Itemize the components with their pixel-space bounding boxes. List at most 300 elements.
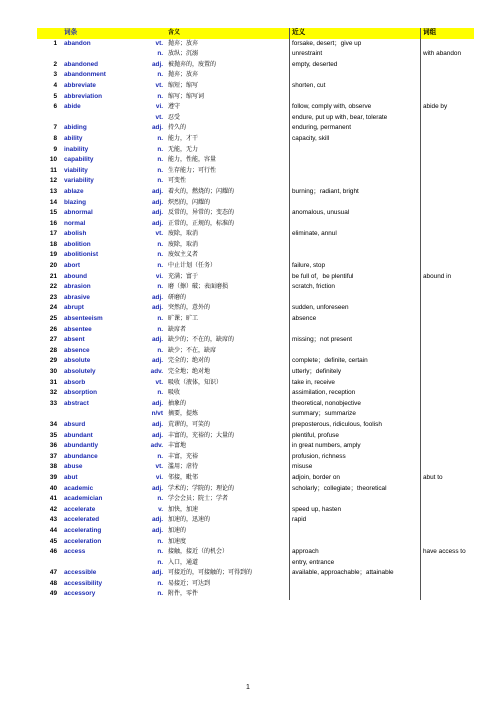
row-pos: n. bbox=[157, 50, 163, 58]
row-word: abstract bbox=[64, 399, 89, 407]
row-phrase bbox=[421, 346, 475, 357]
row-pos: adj. bbox=[151, 526, 163, 534]
row-number bbox=[37, 49, 62, 60]
row-synonym: take in, receive bbox=[290, 378, 421, 389]
row-meaning: 能力，才干 bbox=[166, 134, 290, 145]
table-row bbox=[37, 568, 474, 579]
row-synonym bbox=[290, 219, 421, 230]
row-number: 12 bbox=[49, 177, 57, 185]
table-row bbox=[37, 441, 474, 452]
row-synonym bbox=[290, 155, 421, 166]
row-word: absorb bbox=[64, 378, 86, 386]
row-meaning: 入口，通道 bbox=[166, 558, 290, 569]
table-row bbox=[37, 378, 474, 389]
row-phrase bbox=[421, 92, 475, 103]
row-pos: adj. bbox=[151, 484, 163, 492]
row-phrase bbox=[421, 388, 475, 399]
row-pos: n. bbox=[157, 92, 163, 100]
row-number bbox=[37, 558, 62, 569]
row-number: 13 bbox=[49, 187, 57, 195]
row-number: 23 bbox=[49, 293, 57, 301]
row-phrase bbox=[421, 219, 475, 230]
row-meaning: 缺少；不在，缺席 bbox=[166, 346, 290, 357]
table-row bbox=[37, 229, 474, 240]
table-row bbox=[37, 420, 474, 431]
row-number: 31 bbox=[49, 378, 57, 386]
row-meaning: 忍受 bbox=[166, 113, 290, 124]
table-row bbox=[37, 123, 474, 134]
row-number: 49 bbox=[49, 590, 57, 598]
row-synonym: forsake, desert；give up bbox=[290, 39, 421, 50]
row-meaning: 中止计划（任务） bbox=[166, 261, 290, 272]
table-row bbox=[37, 356, 474, 367]
row-meaning: 易接近；可达到 bbox=[166, 579, 290, 590]
row-pos: n. bbox=[157, 71, 163, 79]
row-meaning: 抛弃；放弃 bbox=[166, 39, 290, 50]
table-row bbox=[37, 113, 474, 124]
row-pos: n. bbox=[157, 579, 163, 587]
row-pos: adj. bbox=[151, 516, 163, 524]
table-row bbox=[37, 589, 474, 600]
row-synonym: capacity, skill bbox=[290, 134, 421, 145]
row-number: 37 bbox=[49, 452, 57, 460]
row-number: 15 bbox=[49, 209, 57, 217]
row-pos: adj. bbox=[151, 124, 163, 132]
row-word: academic bbox=[64, 484, 94, 492]
row-synonym: anomalous, unusual bbox=[290, 208, 421, 219]
row-synonym: profusion, richness bbox=[290, 452, 421, 463]
table-row bbox=[37, 409, 474, 420]
row-pos: adj. bbox=[151, 60, 163, 68]
row-meaning: 学术的；学院的；理论的 bbox=[166, 484, 290, 495]
row-pos: n. bbox=[157, 145, 163, 153]
vocabulary-table bbox=[37, 28, 474, 600]
row-meaning: 突然的，意外的 bbox=[166, 303, 290, 314]
row-word: absolutely bbox=[64, 368, 96, 375]
row-word: absolute bbox=[64, 357, 91, 365]
row-meaning: 缩短；缩写 bbox=[166, 81, 290, 92]
row-word: abort bbox=[64, 262, 80, 270]
row-word: abrasive bbox=[64, 293, 90, 301]
table-row bbox=[37, 70, 474, 81]
row-synonym: plentiful, profuse bbox=[290, 431, 421, 442]
row-pos: vi. bbox=[155, 272, 163, 280]
table-row bbox=[37, 547, 474, 558]
row-number bbox=[37, 409, 62, 420]
row-pos: v. bbox=[158, 505, 163, 513]
row-meaning: 磨（擦）破；表面磨损 bbox=[166, 282, 290, 293]
row-phrase bbox=[421, 198, 475, 209]
row-number: 20 bbox=[49, 262, 57, 270]
row-number: 39 bbox=[49, 473, 57, 481]
row-meaning: 加速的，迅速的 bbox=[166, 515, 290, 526]
row-phrase bbox=[421, 515, 475, 526]
row-meaning: 放纵；沉溺 bbox=[166, 49, 290, 60]
row-meaning: 完全的；绝对的 bbox=[166, 356, 290, 367]
row-phrase bbox=[421, 367, 475, 378]
table-row bbox=[37, 335, 474, 346]
row-synonym bbox=[290, 145, 421, 156]
header-phrase: 词组 bbox=[421, 28, 475, 39]
row-meaning: 滥用；虐待 bbox=[166, 462, 290, 473]
row-word: abound bbox=[64, 272, 88, 280]
row-pos: n/vt bbox=[151, 410, 163, 418]
row-phrase bbox=[421, 303, 475, 314]
row-phrase: abide by bbox=[423, 103, 448, 111]
row-synonym: summary；summarize bbox=[290, 409, 421, 420]
row-meaning: 可接近的，可接触的；可得到的 bbox=[166, 568, 290, 579]
row-meaning: 正常的，正规的，标准的 bbox=[166, 219, 290, 230]
row-meaning: 着火的，燃烧的；闪耀的 bbox=[166, 187, 290, 198]
row-pos: n. bbox=[157, 177, 163, 185]
row-pos: adj. bbox=[151, 569, 163, 577]
table-row bbox=[37, 282, 474, 293]
row-synonym: adjoin, border on bbox=[290, 473, 421, 484]
row-phrase bbox=[421, 441, 475, 452]
row-phrase bbox=[421, 229, 475, 240]
row-synonym: unrestraint bbox=[290, 49, 421, 60]
row-meaning: 反常的，异常的；变态的 bbox=[166, 208, 290, 219]
row-number: 36 bbox=[49, 442, 57, 450]
row-word: ability bbox=[64, 134, 83, 142]
row-phrase bbox=[421, 187, 475, 198]
row-synonym bbox=[290, 250, 421, 261]
table-row bbox=[37, 166, 474, 177]
row-meaning: 吸收（液体，知识） bbox=[166, 378, 290, 389]
table-row bbox=[37, 250, 474, 261]
row-pos: n. bbox=[157, 251, 163, 259]
row-pos: adj. bbox=[151, 209, 163, 217]
row-phrase bbox=[421, 462, 475, 473]
row-synonym bbox=[290, 293, 421, 304]
row-word: abandonment bbox=[64, 71, 106, 79]
row-number: 32 bbox=[49, 389, 57, 397]
row-pos: vt. bbox=[155, 113, 163, 121]
row-synonym bbox=[290, 176, 421, 187]
row-phrase bbox=[421, 208, 475, 219]
row-number: 41 bbox=[49, 495, 57, 503]
row-synonym bbox=[290, 240, 421, 251]
row-word bbox=[62, 113, 139, 124]
row-word: accelerated bbox=[64, 516, 100, 524]
row-synonym: assimilation, reception bbox=[290, 388, 421, 399]
row-pos: adj. bbox=[151, 219, 163, 227]
table-row bbox=[37, 198, 474, 209]
row-word: absenteeism bbox=[64, 315, 103, 323]
row-number: 1 bbox=[53, 39, 57, 47]
row-number: 17 bbox=[49, 230, 57, 238]
row-meaning: 可变性 bbox=[166, 176, 290, 187]
row-word: absorption bbox=[64, 389, 98, 397]
row-number: 2 bbox=[53, 60, 57, 68]
row-number: 45 bbox=[49, 537, 57, 545]
table-row bbox=[37, 155, 474, 166]
row-number: 7 bbox=[53, 124, 57, 132]
table-row bbox=[37, 303, 474, 314]
table-row bbox=[37, 515, 474, 526]
row-pos: n. bbox=[157, 495, 163, 503]
row-number: 33 bbox=[49, 399, 57, 407]
row-synonym: endure, put up with, bear, tolerate bbox=[290, 113, 421, 124]
row-meaning: 炽烈的，闪耀的 bbox=[166, 198, 290, 209]
row-number: 28 bbox=[49, 346, 57, 354]
row-pos: vi. bbox=[155, 103, 163, 111]
table-row bbox=[37, 484, 474, 495]
row-number: 25 bbox=[49, 315, 57, 323]
table-row bbox=[37, 537, 474, 548]
row-pos: n. bbox=[157, 590, 163, 598]
row-synonym: preposterous, ridiculous, foolish bbox=[290, 420, 421, 431]
row-pos: adv. bbox=[150, 442, 163, 450]
row-word: absence bbox=[64, 346, 90, 354]
row-phrase bbox=[421, 70, 475, 81]
row-phrase bbox=[421, 325, 475, 336]
row-number: 21 bbox=[49, 272, 57, 280]
table-row bbox=[37, 208, 474, 219]
row-synonym: complete；definite, certain bbox=[290, 356, 421, 367]
row-phrase bbox=[421, 356, 475, 367]
row-word: accessible bbox=[64, 569, 97, 577]
row-meaning: 生存能力；可行性 bbox=[166, 166, 290, 177]
row-pos: n. bbox=[157, 262, 163, 270]
row-phrase bbox=[421, 409, 475, 420]
row-synonym bbox=[290, 198, 421, 209]
row-word: abolition bbox=[64, 240, 91, 248]
row-meaning: 完全地；绝对地 bbox=[166, 367, 290, 378]
row-phrase bbox=[421, 589, 475, 600]
row-phrase bbox=[421, 60, 475, 71]
row-pos: adj. bbox=[151, 431, 163, 439]
row-word: inability bbox=[64, 145, 89, 153]
row-synonym bbox=[290, 526, 421, 537]
table-row bbox=[37, 102, 474, 113]
row-synonym bbox=[290, 70, 421, 81]
table-row bbox=[37, 526, 474, 537]
row-pos: n. bbox=[157, 240, 163, 248]
row-phrase bbox=[421, 526, 475, 537]
row-word bbox=[62, 49, 139, 60]
row-meaning: 荒谬的，可笑的 bbox=[166, 420, 290, 431]
row-word: abandoned bbox=[64, 60, 99, 68]
row-number: 26 bbox=[49, 325, 57, 333]
table-row bbox=[37, 473, 474, 484]
row-word: abiding bbox=[64, 124, 87, 132]
header-word: 词条 bbox=[62, 28, 139, 39]
row-number bbox=[37, 113, 62, 124]
row-phrase bbox=[421, 81, 475, 92]
row-phrase bbox=[421, 505, 475, 516]
row-meaning: 邻接，毗邻 bbox=[166, 473, 290, 484]
row-number: 9 bbox=[53, 145, 57, 153]
row-meaning: 无能，无力 bbox=[166, 145, 290, 156]
row-word: accessibility bbox=[64, 579, 103, 587]
row-word: variability bbox=[64, 177, 94, 185]
row-word: abandon bbox=[64, 39, 91, 47]
row-synonym bbox=[290, 494, 421, 505]
row-number: 35 bbox=[49, 431, 57, 439]
row-synonym: misuse bbox=[290, 462, 421, 473]
table-row bbox=[37, 579, 474, 590]
row-synonym bbox=[290, 325, 421, 336]
table-row bbox=[37, 49, 474, 60]
row-pos: adj. bbox=[151, 399, 163, 407]
row-synonym bbox=[290, 92, 421, 103]
row-phrase bbox=[421, 113, 475, 124]
row-synonym: scholarly；collegiate；theoretical bbox=[290, 484, 421, 495]
row-meaning: 研磨的 bbox=[166, 293, 290, 304]
row-number: 44 bbox=[49, 526, 57, 534]
row-meaning: 丰富的，充裕的；大量的 bbox=[166, 431, 290, 442]
row-meaning: 缺席者 bbox=[166, 325, 290, 336]
row-pos: n. bbox=[157, 283, 163, 291]
row-synonym: enduring, permanent bbox=[290, 123, 421, 134]
row-meaning: 学会会员；院士；学者 bbox=[166, 494, 290, 505]
table-row bbox=[37, 60, 474, 71]
row-pos: adj. bbox=[151, 198, 163, 206]
row-meaning: 抽象的 bbox=[166, 399, 290, 410]
table-row bbox=[37, 176, 474, 187]
table-row bbox=[37, 240, 474, 251]
row-phrase bbox=[421, 123, 475, 134]
table-row bbox=[37, 272, 474, 283]
row-number: 46 bbox=[49, 548, 57, 556]
page-number: 1 bbox=[246, 684, 250, 691]
row-phrase bbox=[421, 452, 475, 463]
row-number: 40 bbox=[49, 484, 57, 492]
row-pos: vi. bbox=[155, 473, 163, 481]
row-phrase bbox=[421, 579, 475, 590]
row-phrase bbox=[421, 176, 475, 187]
row-number: 34 bbox=[49, 420, 57, 428]
table-row bbox=[37, 462, 474, 473]
row-word: abundance bbox=[64, 452, 98, 460]
row-number: 43 bbox=[49, 516, 57, 524]
row-pos: adj. bbox=[151, 293, 163, 301]
row-word: access bbox=[64, 548, 86, 556]
row-synonym: absence bbox=[290, 314, 421, 325]
row-meaning: 旷课；旷工 bbox=[166, 314, 290, 325]
row-phrase bbox=[421, 134, 475, 145]
row-word: ablaze bbox=[64, 187, 84, 195]
row-pos: n. bbox=[157, 389, 163, 397]
row-number: 4 bbox=[53, 81, 57, 89]
row-meaning: 吸收 bbox=[166, 388, 290, 399]
row-synonym bbox=[290, 166, 421, 177]
row-number: 6 bbox=[53, 103, 57, 111]
table-row bbox=[37, 187, 474, 198]
table-row bbox=[37, 388, 474, 399]
row-word: abundant bbox=[64, 431, 93, 439]
row-pos: adj. bbox=[151, 304, 163, 312]
row-synonym bbox=[290, 537, 421, 548]
row-meaning: 废除，取消 bbox=[166, 240, 290, 251]
row-meaning: 附件，零件 bbox=[166, 589, 290, 600]
table-row bbox=[37, 452, 474, 463]
row-phrase bbox=[421, 431, 475, 442]
row-phrase bbox=[421, 484, 475, 495]
table-row bbox=[37, 81, 474, 92]
row-synonym: entry, entrance bbox=[290, 558, 421, 569]
row-pos: n. bbox=[157, 346, 163, 354]
row-word: accessory bbox=[64, 590, 96, 598]
row-word: abolish bbox=[64, 230, 87, 238]
row-number: 11 bbox=[50, 166, 57, 174]
row-word: viability bbox=[64, 166, 88, 174]
header-row bbox=[37, 28, 474, 39]
row-synonym: missing；not present bbox=[290, 335, 421, 346]
row-pos: adj. bbox=[151, 357, 163, 365]
row-number: 24 bbox=[49, 304, 57, 312]
row-phrase bbox=[421, 494, 475, 505]
table-row bbox=[37, 92, 474, 103]
row-number: 3 bbox=[53, 71, 57, 79]
table-row bbox=[37, 219, 474, 230]
row-phrase: have access to bbox=[423, 548, 466, 556]
row-phrase bbox=[421, 335, 475, 346]
row-pos: n. bbox=[157, 325, 163, 333]
table-row bbox=[37, 325, 474, 336]
row-pos: adj. bbox=[151, 336, 163, 344]
row-pos: adv. bbox=[150, 368, 163, 375]
row-word: accelerating bbox=[64, 526, 102, 534]
row-meaning: 缺少的；不在的，缺席的 bbox=[166, 335, 290, 346]
row-word: normal bbox=[64, 219, 86, 227]
row-synonym: shorten, cut bbox=[290, 81, 421, 92]
row-phrase bbox=[421, 240, 475, 251]
row-synonym: eliminate, annul bbox=[290, 229, 421, 240]
row-pos: n. bbox=[157, 166, 163, 174]
row-pos: n. bbox=[157, 548, 163, 556]
row-word: abbreviate bbox=[64, 81, 96, 89]
row-word: absent bbox=[64, 336, 85, 344]
row-number: 19 bbox=[49, 251, 57, 259]
row-synonym: failure, stop bbox=[290, 261, 421, 272]
row-meaning: 遵守 bbox=[166, 102, 290, 113]
row-word: abrasion bbox=[64, 283, 91, 291]
row-synonym: utterly；definitely bbox=[290, 367, 421, 378]
row-number: 22 bbox=[49, 283, 57, 291]
row-word: abnormal bbox=[64, 209, 93, 217]
row-number: 38 bbox=[49, 463, 57, 471]
row-synonym bbox=[290, 579, 421, 590]
row-meaning: 抛弃；放弃 bbox=[166, 70, 290, 81]
row-phrase bbox=[421, 261, 475, 272]
row-word: abolitionist bbox=[64, 251, 99, 259]
table-row bbox=[37, 558, 474, 569]
row-word: abut bbox=[64, 473, 78, 481]
row-number: 29 bbox=[49, 357, 57, 365]
row-pos: vt. bbox=[155, 378, 163, 386]
row-phrase bbox=[421, 250, 475, 261]
row-number: 8 bbox=[53, 134, 57, 142]
row-pos: n. bbox=[157, 134, 163, 142]
row-meaning: 摘要，提炼 bbox=[166, 409, 290, 420]
row-word: capability bbox=[64, 156, 94, 164]
row-phrase bbox=[421, 166, 475, 177]
table-row bbox=[37, 314, 474, 325]
row-phrase: abut to bbox=[423, 473, 443, 481]
row-phrase bbox=[421, 558, 475, 569]
row-pos: vt. bbox=[155, 81, 163, 89]
row-word: accelerate bbox=[64, 505, 96, 513]
row-phrase bbox=[421, 293, 475, 304]
row-pos: n. bbox=[157, 156, 163, 164]
row-word bbox=[62, 409, 139, 420]
row-phrase bbox=[421, 399, 475, 410]
table-row bbox=[37, 346, 474, 357]
header-number bbox=[37, 28, 62, 39]
row-meaning: 被抛弃的，废置的 bbox=[166, 60, 290, 71]
